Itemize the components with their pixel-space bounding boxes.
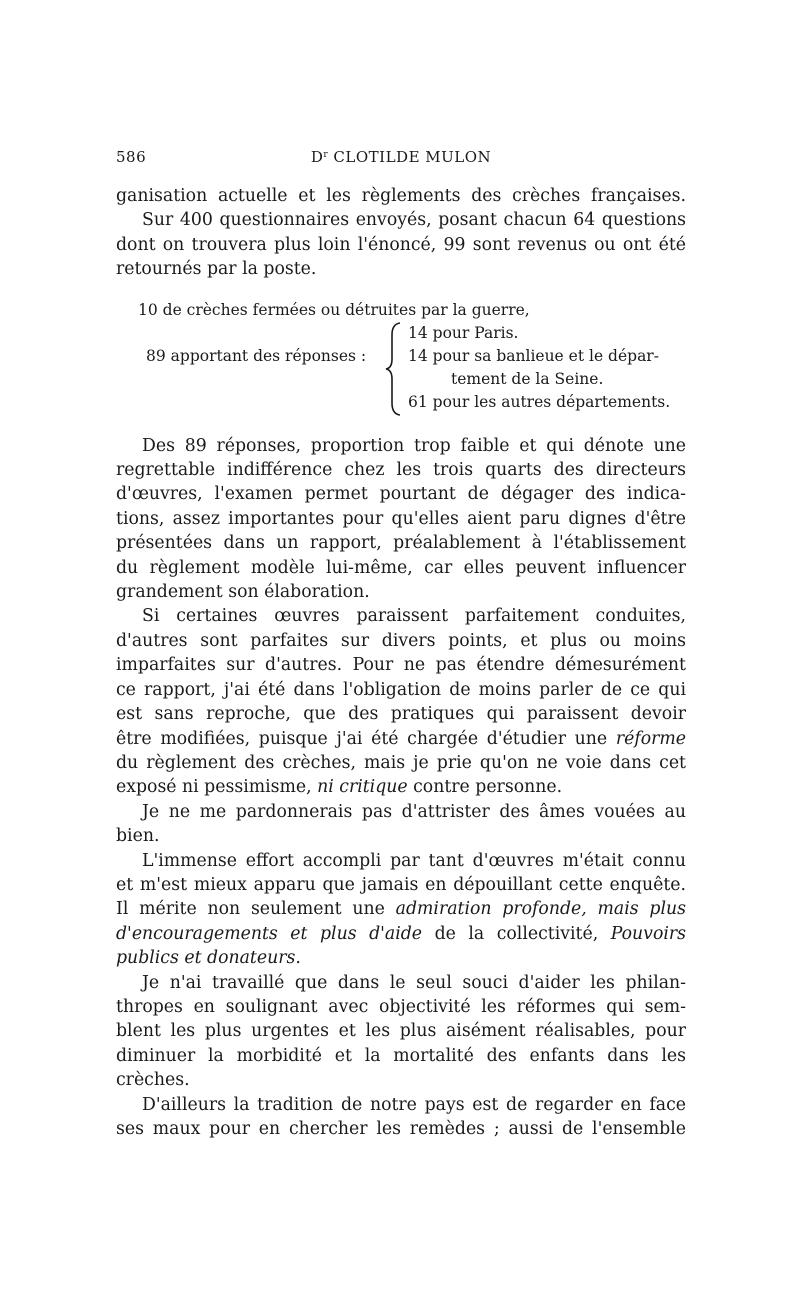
tally-item-banlieue: 14 pour sa banlieue et le dépar-: [408, 346, 659, 365]
page-header: [116, 148, 686, 170]
paragraph-line: Des 89 réponses, proportion trop faible et qui dénote une: [142, 435, 686, 456]
paragraph-line: présentées dans un rapport, préalablement à l'établissement: [116, 533, 686, 554]
paragraph-line: Sur 400 questionnaires envoyés, posant chacun 64 questions: [142, 210, 686, 231]
paragraph-line: thropes en soulignant avec objectivité les réformes qui sem-: [116, 996, 686, 1017]
paragraph-line: exposé ni pessimisme, ni critique contre personne.: [116, 777, 563, 798]
paragraph-line: publics et donateurs.: [116, 948, 301, 969]
paragraph-line: imparfaites sur d'autres. Pour ne pas étendre démesurément: [116, 655, 686, 676]
paragraph-line: regrettable indifférence chez les trois quarts des directeurs: [116, 460, 686, 481]
paragraph-line: ce rapport, j'ai été dans l'obligation de moins parler de ce qui: [116, 679, 686, 700]
curly-brace: [384, 321, 404, 417]
paragraph-line: D'ailleurs la tradition de notre pays est de regarder en face: [142, 1094, 686, 1115]
paragraph-line: tions, assez importantes pour qu'elles aient paru dignes d'être: [116, 508, 686, 529]
running-head: $D^r$ CLOTILDE MULON: [310, 148, 492, 166]
paragraph-line: blent les plus urgentes et les plus aisément réalisables, pour: [116, 1021, 686, 1042]
paragraph-line: d'autres sont parfaites sur divers points, et plus ou moins: [116, 630, 686, 651]
paragraph-line: bien.: [116, 826, 160, 847]
paragraph-line: Si certaines œuvres paraissent parfaitement conduites,: [142, 606, 686, 627]
paragraph-line: Il mérite non seulement une admiration profonde, mais plus: [116, 899, 686, 920]
tally-items: [408, 322, 670, 414]
paragraph-line: ses maux pour en chercher les remèdes ; aussi de l'ensemble: [116, 1119, 686, 1139]
paragraph-line: d'encouragements et plus d'aide de la collectivité, Pouvoirs: [116, 923, 686, 944]
tally-item-departements: 61 pour les autres départements.: [408, 392, 671, 411]
paragraph-line: grandement son élaboration.: [116, 582, 370, 603]
paragraph-line: diminuer la morbidité et la mortalité des enfants dans les: [116, 1045, 686, 1066]
paragraph-line: et m'est mieux apparu que jamais en dépouillant cette enquête.: [116, 874, 686, 895]
paragraph-line: L'immense effort accompli par tant d'œuvres m'était connu: [142, 850, 686, 871]
paragraph-line: du règlement modèle lui-même, car elles peuvent influencer: [116, 557, 686, 578]
questionnaire-tally: [116, 299, 686, 414]
tally-item-banlieue-cont: tement de la Seine.: [451, 369, 604, 388]
paragraph-line: est sans reproche, que des pratiques qui paraissent devoir: [116, 704, 686, 725]
paragraph-line: Je n'ai travaillé que dans le seul souci d'aider les philan-: [142, 972, 686, 993]
tally-item-paris: 14 pour Paris.: [408, 323, 519, 342]
body-text: [116, 184, 686, 1141]
paragraph-line: ganisation actuelle et les règlements des crèches françaises.: [116, 186, 686, 206]
paragraph-line: retournés par la poste.: [116, 259, 317, 280]
tally-closed-creches: 10 de crèches fermées ou détruites par la guerre,: [138, 300, 530, 319]
paragraph-line: être modifiées, puisque j'ai été chargée d'étudier une réforme: [116, 728, 686, 749]
paragraph-line: du règlement des crèches, mais je prie qu'on ne voie dans cet: [116, 752, 686, 773]
page-number: 586: [116, 148, 147, 166]
paragraph-line: dont on trouvera plus loin l'énoncé, 99 sont revenus ou ont été: [116, 234, 686, 255]
paragraph-line: d'œuvres, l'examen permet pourtant de dégager des indica-: [116, 484, 686, 505]
paragraph-line: crèches.: [116, 1070, 190, 1091]
tally-lead: 89 apportant des réponses :: [146, 346, 367, 365]
paragraph-line: Je ne me pardonnerais pas d'attrister des âmes vouées au: [142, 801, 686, 822]
book-page: [116, 148, 686, 1141]
